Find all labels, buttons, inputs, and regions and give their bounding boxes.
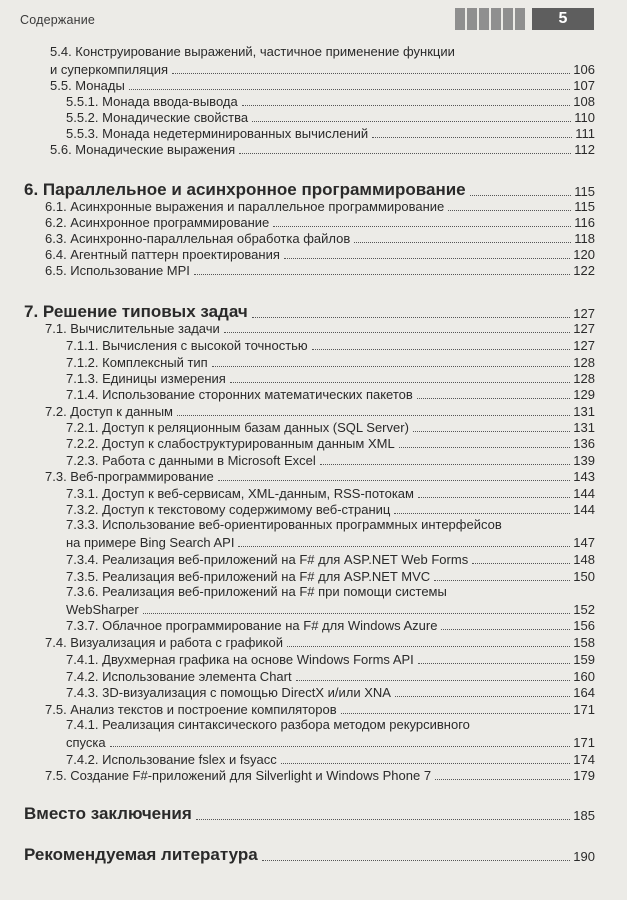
toc-entry[interactable]: 7.1.2. Комплексный тип 128 [66,355,595,370]
toc-entry[interactable]: 7.2.1. Доступ к реляционным базам данных (SQL Server) 131 [66,420,595,435]
toc-entry[interactable]: 7.3.5. Реализация веб-приложений на F# для ASP.NET MVC 150 [66,569,595,584]
toc-entry[interactable]: 7.5. Создание F#-приложений для Silverlight и Windows Phone 7 179 [45,768,595,783]
toc-entry[interactable]: 7.1.4. Использование сторонних математических пакетов 129 [66,387,595,402]
toc-chapter[interactable]: Вместо заключения 185 [24,804,595,823]
toc-entry[interactable]: 7.1.1. Вычисления с высокой точностью 127 [66,338,595,353]
toc-entry[interactable]: 6.1. Асинхронные выражения и параллельное программирование 115 [45,199,595,214]
toc-entry[interactable]: 6.3. Асинхронно-параллельная обработка файлов 118 [45,231,595,246]
toc-chapter[interactable]: Рекомендуемая литература 190 [24,845,595,864]
page-header [0,0,627,34]
toc-entry-text: 7.4.1. Реализация синтаксического разбора методом рекурсивного [66,717,470,732]
toc-entry-text: 7.3.3. Использование веб-ориентированных программных интерфейсов [66,517,502,532]
toc-entry[interactable]: 7.4. Визуализация и работа с графикой 158 [45,635,595,650]
toc-entry[interactable]: 6.4. Агентный паттерн проектирования 120 [45,247,595,262]
toc-entry[interactable]: 7.3. Веб-программирование 143 [45,469,595,484]
toc-entry[interactable]: 7.3.2. Доступ к текстовому содержимому веб-страниц 144 [66,502,595,517]
header-decoration [455,8,525,30]
toc-entry[interactable]: спуска 171 [66,735,595,750]
toc-entry[interactable]: 5.5.1. Монада ввода-вывода 108 [66,94,595,109]
toc-entry[interactable]: 7.2. Доступ к данным 131 [45,404,595,419]
toc-entry[interactable]: 7.2.2. Доступ к слабоструктурированным данным XML 136 [66,436,595,451]
toc-entry[interactable]: 7.4.1. Двухмерная графика на основе Windows Forms API 159 [66,652,595,667]
toc-entry[interactable]: и суперкомпиляция 106 [50,62,595,77]
toc-entry[interactable]: 7.1. Вычислительные задачи 127 [45,321,595,336]
header-title: Содержание [20,13,96,27]
toc-entry[interactable]: 5.6. Монадические выражения 112 [50,142,595,157]
toc-entry[interactable]: 7.3.7. Облачное программирование на F# для Windows Azure 156 [66,618,595,633]
toc-entry[interactable]: 6.5. Использование MPI 122 [45,263,595,278]
toc-entry[interactable]: 5.5.2. Монадические свойства 110 [66,110,595,125]
toc-entry[interactable]: 7.5. Анализ текстов и построение компиляторов 171 [45,702,595,717]
toc-entry[interactable]: 7.3.1. Доступ к веб-сервисам, XML-данным, RSS-потокам 144 [66,486,595,501]
toc-entry[interactable]: 7.4.2. Использование элемента Chart 160 [66,669,595,684]
toc-entry-text: 7.3.6. Реализация веб-приложений на F# при помощи системы [66,584,447,599]
toc-entry[interactable]: 5.5. Монады 107 [50,78,595,93]
toc-entry[interactable]: WebSharper 152 [66,602,595,617]
page-number: 5 [532,8,594,30]
toc-entry[interactable]: 5.5.3. Монада недетерминированных вычислений 111 [66,126,595,141]
toc-entry[interactable]: на примере Bing Search API 147 [66,535,595,550]
toc-entry[interactable]: 7.2.3. Работа с данными в Microsoft Excel 139 [66,453,595,468]
toc-entry[interactable]: 7.1.3. Единицы измерения 128 [66,371,595,386]
toc-chapter[interactable]: 6. Параллельное и асинхронное программирование 115 [24,180,595,199]
toc-chapter[interactable]: 7. Решение типовых задач 127 [24,302,595,321]
toc-entry[interactable]: 7.4.3. 3D-визуализация с помощью DirectX и/или XNA 164 [66,685,595,700]
toc-entry[interactable]: 7.4.2. Использование fslex и fsyacc 174 [66,752,595,767]
toc-entry-text: 5.4. Конструирование выражений, частичное применение функции [50,44,455,59]
toc-entry[interactable]: 7.3.4. Реализация веб-приложений на F# для ASP.NET Web Forms 148 [66,552,595,567]
toc-entry[interactable]: 6.2. Асинхронное программирование 116 [45,215,595,230]
